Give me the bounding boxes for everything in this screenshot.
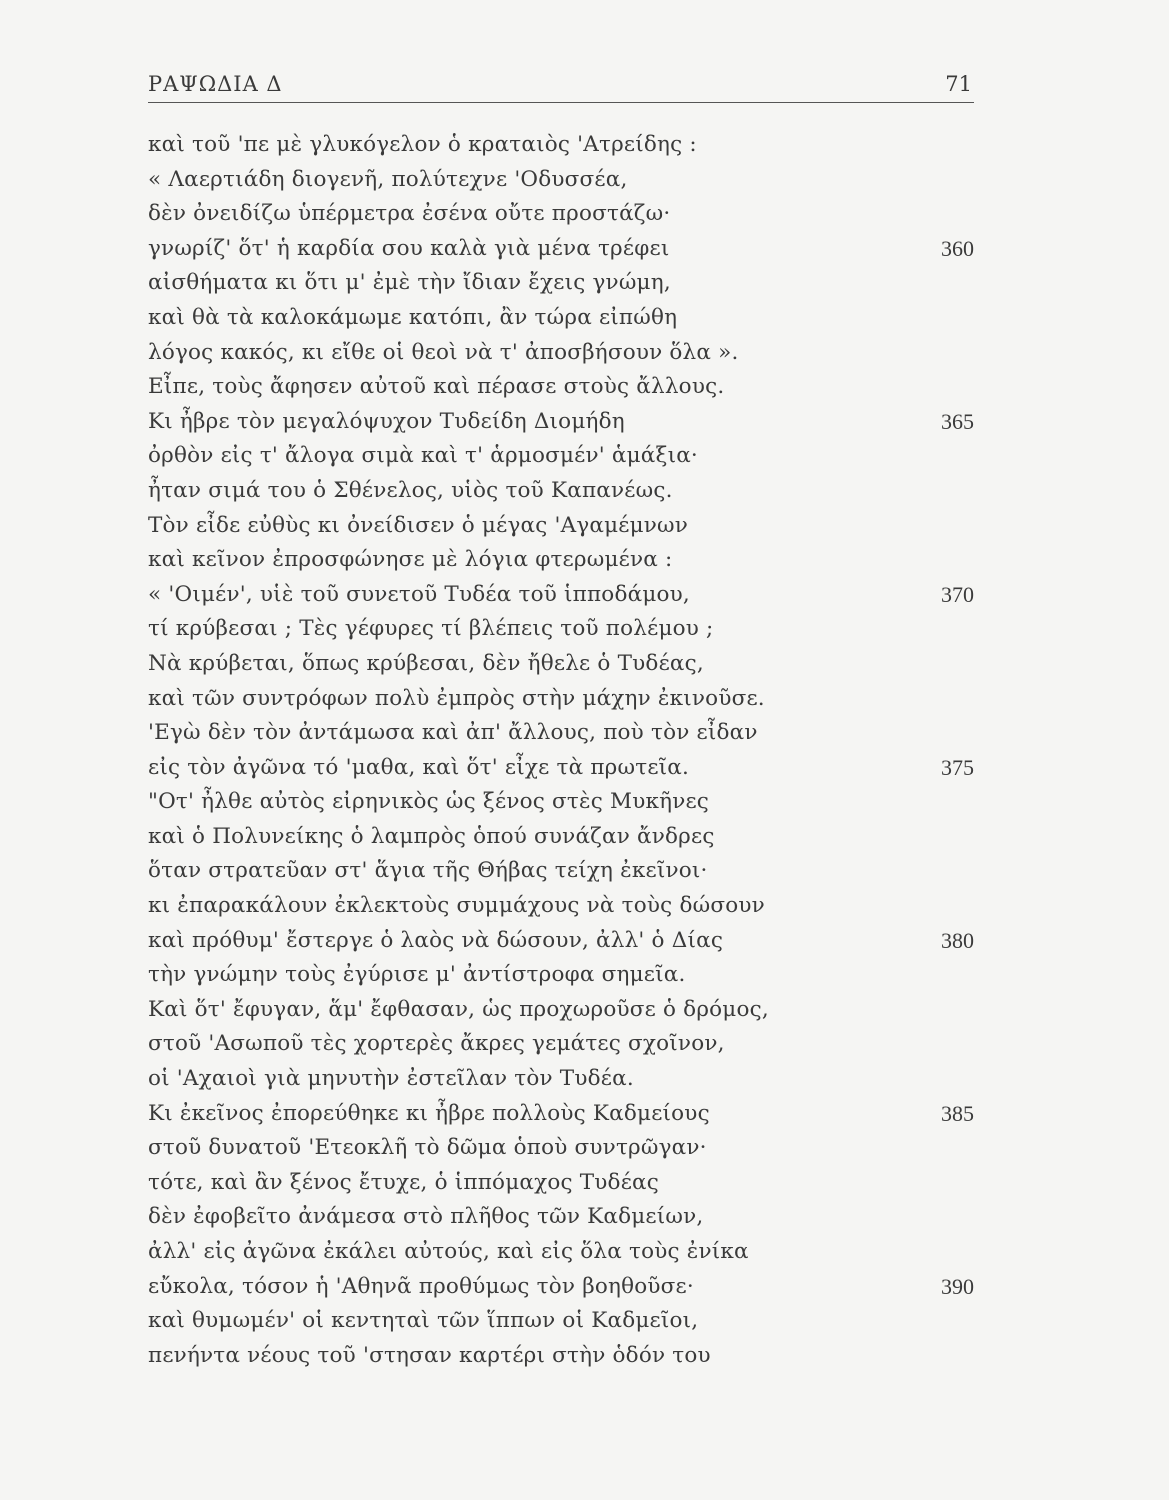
verse-line [148, 1062, 974, 1097]
verse-line [148, 716, 974, 751]
verse-text: καὶ τοῦ 'πε μὲ γλυκόγελον ὁ κραταιὸς 'Ατρείδης : [148, 132, 697, 157]
verse-text: εὔκολα, τόσον ἡ 'Αθηνᾶ προθύμως τὸν βοηθοῦσε· [148, 1273, 694, 1299]
line-number: 390 [941, 1273, 974, 1299]
verse-line [148, 682, 974, 717]
verse-line [148, 854, 974, 889]
verse-line [148, 1027, 974, 1062]
verse-text: καὶ κεῖνον ἐπροσφώνησε μὲ λόγια φτερωμένα : [148, 547, 673, 573]
line-number: 385 [941, 1100, 974, 1126]
verse-text: ὅταν στρατεῦαν στ' ἅγια τῆς Θήβας τείχη ἐκεῖνοι· [148, 858, 708, 884]
verse-line [148, 232, 974, 267]
verse-text: Τὸν εἶδε εὐθὺς κι ὀνείδισεν ὁ μέγας 'Αγαμέμνων [148, 512, 689, 538]
verse-line [148, 474, 974, 509]
verse-text: τί κρύβεσαι ; Τὲς γέφυρες τί βλέπεις τοῦ πολέμου ; [148, 616, 714, 642]
verse-line [148, 370, 974, 405]
page-header [148, 66, 974, 103]
verse-line [148, 993, 974, 1028]
verse-text: πενήντα νέους τοῦ 'στησαν καρτέρι στὴν ὁδόν του [148, 1342, 711, 1368]
verse-text: "Οτ' ἦλθε αὐτὸς εἰρηνικὸς ὡς ξένος στὲς Μυκῆνες [148, 789, 710, 815]
verse-text: καὶ θὰ τὰ καλοκάμωμε κατόπι, ἂν τώρα εἰπώθη [148, 304, 678, 330]
verse-text: εἰς τὸν ἀγῶνα τό 'μαθα, καὶ ὅτ' εἶχε τὰ πρωτεῖα. [148, 754, 690, 780]
verse-line [148, 543, 974, 578]
verse-text: καὶ τῶν συντρόφων πολὺ ἐμπρὸς στὴν μάχην ἐκινοῦσε. [148, 685, 765, 711]
line-number: 370 [941, 581, 974, 607]
verse-line [148, 301, 974, 336]
verse-text: ἀλλ' εἰς ἀγῶνα ἐκάλει αὐτούς, καὶ εἰς ὅλα τοὺς ἐνίκα [148, 1239, 749, 1264]
verse-line [148, 163, 974, 198]
verse-text: Κι ἦβρε τὸν μεγαλόψυχον Τυδείδη Διομήδη [148, 408, 625, 434]
verse-text: Νὰ κρύβεται, ὅπως κρύβεσαι, δὲν ἤθελε ὁ Τυδέας, [148, 650, 704, 676]
verse-text: ὀρθὸν εἰς τ' ἄλογα σιμὰ καὶ τ' ἁρμοσμέν' ἁμάξια· [148, 443, 698, 469]
verse-line [148, 197, 974, 232]
verse-line [148, 1166, 974, 1201]
verse-text: ἦταν σιμά του ὁ Σθένελος, υἱὸς τοῦ Καπανέως. [148, 477, 673, 503]
verse-line [148, 751, 974, 786]
verse-line [148, 958, 974, 993]
line-number: 360 [941, 235, 974, 261]
line-number: 375 [941, 754, 974, 780]
verse-text: « 'Οιμέν', υἱὲ τοῦ συνετοῦ Τυδέα τοῦ ἱπποδάμου, [148, 581, 690, 607]
verse-line [148, 820, 974, 855]
verse-text: αἰσθήματα κι ὅτι μ' ἐμὲ τὴν ἴδιαν ἔχεις γνώμη, [148, 270, 671, 296]
verse-line [148, 1097, 974, 1132]
verse-line [148, 785, 974, 820]
verse-text: δὲν ὀνειδίζω ὑπέρμετρα ἐσένα οὔτε προστάζω· [148, 201, 671, 227]
verse-text: καὶ θυμωμέν' οἱ κεντηταὶ τῶν ἵππων οἱ Καδμεῖοι, [148, 1308, 699, 1334]
verse-text: καὶ ὁ Πολυνείκης ὁ λαμπρὸς ὁπού συνάζαν ἄνδρες [148, 823, 715, 849]
verse-line [148, 889, 974, 924]
verse-text: στοῦ δυνατοῦ 'Ετεοκλῆ τὸ δῶμα ὁποὺ συντρῶγαν· [148, 1135, 707, 1161]
verse-line [148, 1235, 974, 1270]
verse-line [148, 647, 974, 682]
verse-text: οἱ 'Αχαιοὶ γιὰ μηνυτὴν ἐστεῖλαν τὸν Τυδέα. [148, 1066, 634, 1092]
verse-text: Καὶ ὅτ' ἔφυγαν, ἅμ' ἔφθασαν, ὡς προχωροῦσε ὁ δρόμος, [148, 996, 769, 1022]
verse-line [148, 439, 974, 474]
verse-line [148, 405, 974, 440]
line-number: 380 [941, 927, 974, 953]
verse-line [148, 1131, 974, 1166]
verse-text: στοῦ 'Ασωποῦ τὲς χορτερὲς ἄκρες γεμάτες σχοῖνον, [148, 1031, 725, 1057]
line-number: 365 [941, 408, 974, 434]
verse-line [148, 612, 974, 647]
verse-text: Εἶπε, τοὺς ἄφησεν αὐτοῦ καὶ πέρασε στοὺς ἄλλους. [148, 374, 725, 400]
verse-line [148, 128, 974, 163]
verse-text: λόγος κακός, κι εἴθε οἱ θεοὶ νὰ τ' ἀποσβήσουν ὅλα ». [148, 339, 739, 365]
verse-line [148, 1304, 974, 1339]
verse-line [148, 1339, 974, 1374]
running-head: ΡΑΨΩΔΙΑ Δ [148, 72, 283, 96]
verse-line [148, 1270, 974, 1305]
verse-text: καὶ πρόθυμ' ἔστεργε ὁ λαὸς νὰ δώσουν, ἀλλ' ὁ Δίας [148, 927, 724, 953]
verse-text: γνωρίζ' ὅτ' ἡ καρδία σου καλὰ γιὰ μένα τρέφει [148, 235, 670, 261]
verse-text: τότε, καὶ ἂν ξένος ἔτυχε, ὁ ἱππόμαχος Τυδέας [148, 1169, 659, 1195]
verse-line [148, 509, 974, 544]
verse-line [148, 336, 974, 371]
verse-text: 'Εγὼ δὲν τὸν ἀντάμωσα καὶ ἀπ' ἄλλους, ποὺ τὸν εἶδαν [148, 720, 758, 746]
verse-text: δὲν ἐφοβεῖτο ἀνάμεσα στὸ πλῆθος τῶν Καδμείων, [148, 1204, 704, 1230]
verse-line [148, 578, 974, 613]
verse-text: « Λαερτιάδη διογενῆ, πολύτεχνε 'Οδυσσέα, [148, 166, 628, 192]
verse-line [148, 1200, 974, 1235]
verse-line [148, 266, 974, 301]
verse-block [148, 128, 974, 1373]
page-number: 71 [945, 72, 972, 96]
verse-text: κι ἐπαρακάλουν ἐκλεκτοὺς συμμάχους νὰ τοὺς δώσουν [148, 893, 765, 919]
verse-line [148, 924, 974, 959]
verse-text: Κι ἐκεῖνος ἐπορεύθηκε κι ἦβρε πολλοὺς Καδμείους [148, 1100, 710, 1126]
verse-text: τὴν γνώμην τοὺς ἐγύρισε μ' ἀντίστροφα σημεῖα. [148, 962, 686, 988]
